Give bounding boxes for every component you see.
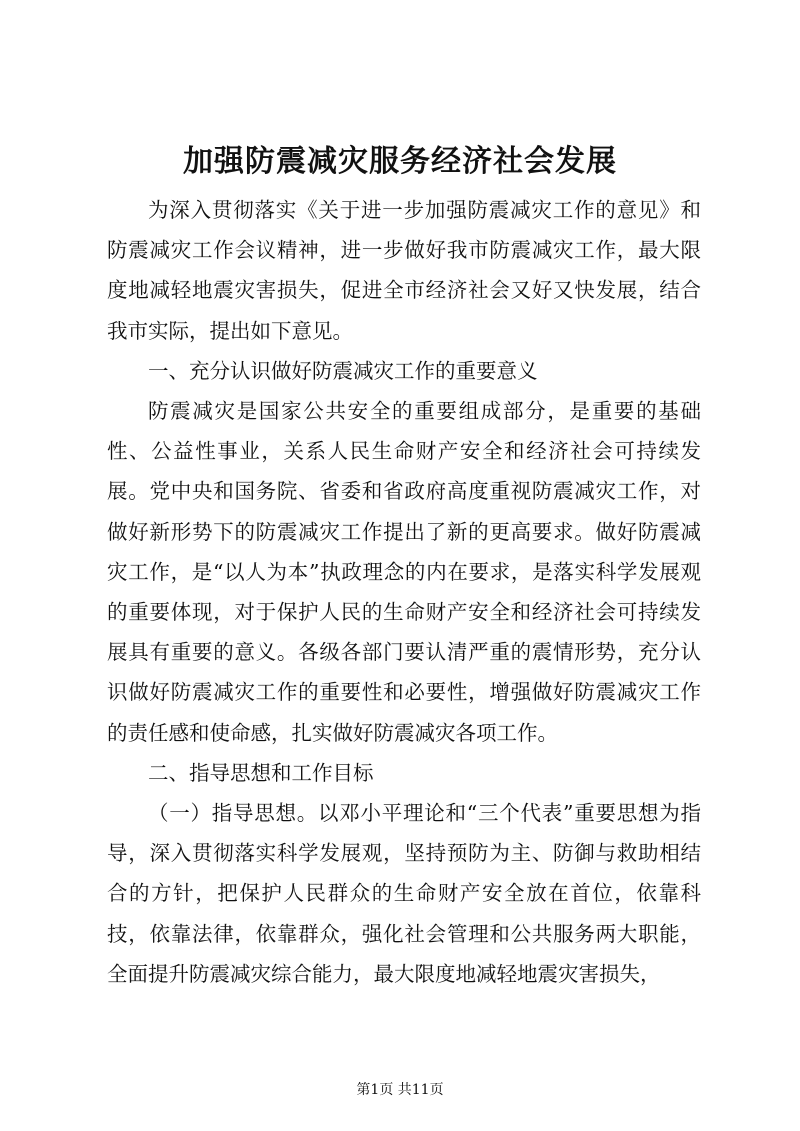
page-title: 加强防震减灾服务经济社会发展 <box>183 144 617 179</box>
paragraph-intro: 为深入贯彻落实《关于进一步加强防震减灾工作的意见》和防震减灾工作会议精神，进一步做好我市防震减灾工作，最大限度地减轻地震灾害损失，促进全市经济社会又好又快发展，结合我市实际，提出如下意见。 <box>107 198 701 343</box>
page-number: 第1页 共11页 <box>356 1082 444 1098</box>
document-body <box>107 190 701 994</box>
section-heading-2: 二、指导思想和工作目标 <box>148 760 374 785</box>
paragraph-significance: 防震减灾是国家公共安全的重要组成部分，是重要的基础性、公益性事业，关系人民生命财产安全和经济社会可持续发展。党中央和国务院、省委和省政府高度重视防震减灾工作，对做好新形势下的防震减灾工作提出了新的更高要求。做好防震减灾工作，是“以人为本”执政理念的内在要求，是落实科学发展观的重要体现，对于保护人民的生命财产安全和经济社会可持续发展具有重要的意义。各级各部门要认清严重的震情形势，充分认识做好防震减灾工作的重要性和必要性，增强做好防震减灾工作的责任感和使命感，扎实做好防震减灾各项工作。 <box>107 399 701 745</box>
paragraph-guiding-thought: （一）指导思想。以邓小平理论和“三个代表”重要思想为指导，深入贯彻落实科学发展观，坚持预防为主、防御与救助相结合的方针，把保护人民群众的生命财产安全放在首位，依靠科技，依靠法律，依靠群众，强化社会管理和公共服务两大职能，全面提升防震减灾综合能力，最大限度地减轻地震灾害损失， <box>107 801 701 986</box>
section-heading-1: 一、充分认识做好防震减灾工作的重要意义 <box>148 358 538 383</box>
